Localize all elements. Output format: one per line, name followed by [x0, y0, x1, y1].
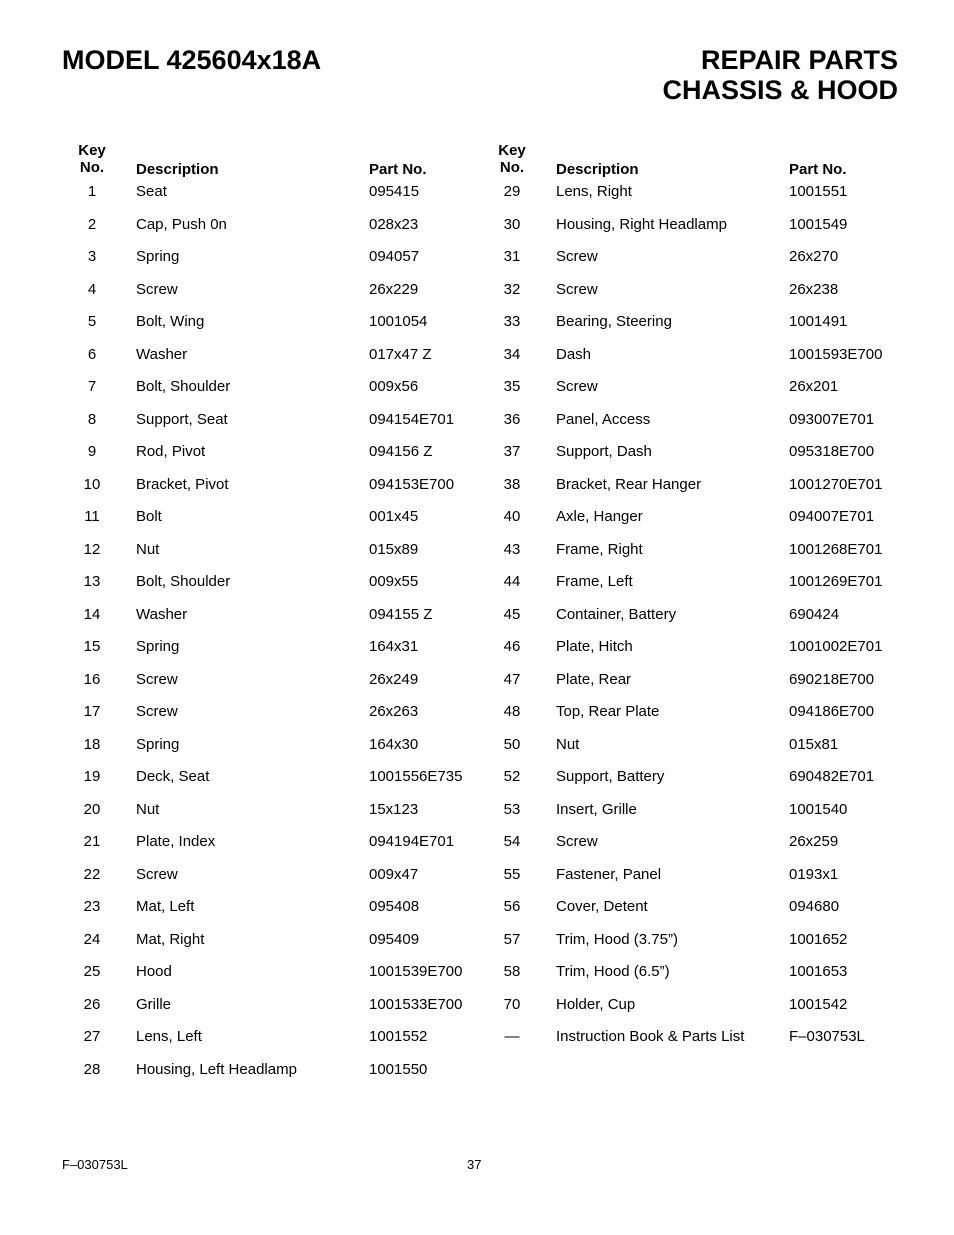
- part-number: 26x201: [789, 378, 839, 395]
- part-row: [482, 800, 902, 820]
- part-row: [482, 215, 902, 235]
- part-description: Rod, Pivot: [136, 443, 206, 460]
- part-description: Housing, Right Headlamp: [556, 216, 727, 233]
- key-no: 16: [83, 671, 101, 688]
- part-number: 009x55: [369, 573, 419, 590]
- part-description: Screw: [556, 248, 598, 265]
- part-description: Cap, Push 0n: [136, 216, 227, 233]
- part-row: [62, 540, 482, 560]
- part-number: 26x249: [369, 671, 419, 688]
- key-no: 7: [87, 378, 97, 395]
- part-number: 095415: [369, 183, 420, 200]
- key-no: 8: [87, 411, 97, 428]
- part-number: 1001549: [789, 216, 848, 233]
- parts-list-right: [482, 142, 902, 1045]
- part-description: Axle, Hanger: [556, 508, 643, 525]
- part-description: Support, Seat: [136, 411, 228, 428]
- key-no: 19: [83, 768, 101, 785]
- key-no: 57: [503, 931, 521, 948]
- part-description: Holder, Cup: [556, 996, 636, 1013]
- description-header: Description: [136, 161, 219, 178]
- key-no: 70: [503, 996, 521, 1013]
- model-title: MODEL 425604x18A: [62, 45, 322, 75]
- part-description: Lens, Right: [556, 183, 632, 200]
- part-description: Nut: [136, 541, 160, 558]
- part-description: Fastener, Panel: [556, 866, 662, 883]
- part-row: [62, 767, 482, 787]
- parts-list-left: [62, 142, 482, 1078]
- key-no: 48: [503, 703, 521, 720]
- part-row: [62, 832, 482, 852]
- part-row: [62, 280, 482, 300]
- part-description: Mat, Right: [136, 931, 205, 948]
- key-no: 36: [503, 411, 521, 428]
- key-no: 53: [503, 801, 521, 818]
- part-description: Deck, Seat: [136, 768, 210, 785]
- part-number: 015x89: [369, 541, 419, 558]
- key-no-header: Key No.: [78, 142, 106, 176]
- part-row: [62, 410, 482, 430]
- part-row: [482, 767, 902, 787]
- part-number: F–030753L: [789, 1028, 865, 1045]
- key-no: 31: [503, 248, 521, 265]
- part-number: 26x229: [369, 281, 419, 298]
- part-row: [482, 377, 902, 397]
- part-number: 009x56: [369, 378, 419, 395]
- part-description: Bearing, Steering: [556, 313, 672, 330]
- key-no: 37: [503, 443, 521, 460]
- key-no: 52: [503, 768, 521, 785]
- part-description: Screw: [136, 703, 178, 720]
- part-number: 1001652: [789, 931, 848, 948]
- part-row: [482, 865, 902, 885]
- part-number: 26x238: [789, 281, 839, 298]
- part-row: [482, 670, 902, 690]
- part-row: [482, 345, 902, 365]
- key-no: 33: [503, 313, 521, 330]
- key-no: 23: [83, 898, 101, 915]
- part-number: 164x31: [369, 638, 419, 655]
- part-description: Washer: [136, 346, 188, 363]
- part-number: 1001491: [789, 313, 848, 330]
- part-row: [62, 995, 482, 1015]
- key-no: 38: [503, 476, 521, 493]
- part-no-header: Part No.: [369, 161, 427, 178]
- key-no: 40: [503, 508, 521, 525]
- part-number: 017x47 Z: [369, 346, 432, 363]
- part-row: [62, 182, 482, 202]
- key-no: 3: [87, 248, 97, 265]
- key-no: 12: [83, 541, 101, 558]
- part-row: [62, 735, 482, 755]
- part-number: 015x81: [789, 736, 839, 753]
- part-number: 028x23: [369, 216, 419, 233]
- part-number: 690218E700: [789, 671, 875, 688]
- part-row: [482, 605, 902, 625]
- part-number: 094155 Z: [369, 606, 433, 623]
- part-number: 094153E700: [369, 476, 455, 493]
- part-description: Trim, Hood (6.5”): [556, 963, 670, 980]
- key-no: 55: [503, 866, 521, 883]
- part-row: [62, 215, 482, 235]
- part-row: [62, 962, 482, 982]
- parts-list-header: [482, 142, 902, 178]
- part-row: [482, 182, 902, 202]
- part-number: 094154E701: [369, 411, 455, 428]
- part-description: Spring: [136, 638, 180, 655]
- part-description: Support, Dash: [556, 443, 652, 460]
- part-description: Plate, Hitch: [556, 638, 633, 655]
- part-description: Screw: [556, 378, 598, 395]
- part-number: 095409: [369, 931, 420, 948]
- part-row: [482, 637, 902, 657]
- part-number: 1001054: [369, 313, 428, 330]
- part-number: 1001593E700: [789, 346, 883, 363]
- key-no: 17: [83, 703, 101, 720]
- part-row: [62, 345, 482, 365]
- part-number: 1001552: [369, 1028, 428, 1045]
- description-header: Description: [556, 161, 639, 178]
- key-no: 29: [503, 183, 521, 200]
- part-description: Screw: [556, 833, 598, 850]
- part-number: 095408: [369, 898, 420, 915]
- part-number: 094156 Z: [369, 443, 433, 460]
- part-number: 001x45: [369, 508, 419, 525]
- part-description: Support, Battery: [556, 768, 665, 785]
- part-description: Bracket, Pivot: [136, 476, 229, 493]
- part-description: Housing, Left Headlamp: [136, 1061, 297, 1078]
- key-no: —: [504, 1028, 520, 1045]
- parts-list-header: [62, 142, 482, 178]
- part-row: [482, 702, 902, 722]
- part-row: [482, 832, 902, 852]
- part-row: [62, 507, 482, 527]
- part-row: [482, 735, 902, 755]
- part-description: Top, Rear Plate: [556, 703, 660, 720]
- part-description: Instruction Book & Parts List: [556, 1028, 745, 1045]
- key-no: 30: [503, 216, 521, 233]
- part-description: Frame, Left: [556, 573, 633, 590]
- part-description: Trim, Hood (3.75”): [556, 931, 678, 948]
- part-description: Nut: [556, 736, 580, 753]
- part-row: [62, 702, 482, 722]
- part-row: [482, 507, 902, 527]
- part-row: [62, 930, 482, 950]
- key-no: 34: [503, 346, 521, 363]
- part-number: 094057: [369, 248, 420, 265]
- key-no: 14: [83, 606, 101, 623]
- key-no: 22: [83, 866, 101, 883]
- part-description: Screw: [136, 866, 178, 883]
- part-description: Insert, Grille: [556, 801, 637, 818]
- key-no: 25: [83, 963, 101, 980]
- key-no: 13: [83, 573, 101, 590]
- part-row: [482, 1027, 902, 1047]
- key-no: 28: [83, 1061, 101, 1078]
- part-number: 1001269E701: [789, 573, 883, 590]
- part-number: 1001556E735: [369, 768, 463, 785]
- part-row: [62, 442, 482, 462]
- part-number: 009x47: [369, 866, 419, 883]
- part-description: Bracket, Rear Hanger: [556, 476, 702, 493]
- key-no: 26: [83, 996, 101, 1013]
- key-no: 27: [83, 1028, 101, 1045]
- key-no-header: Key No.: [498, 142, 526, 176]
- key-no: 15: [83, 638, 101, 655]
- key-no: 47: [503, 671, 521, 688]
- part-row: [62, 1027, 482, 1047]
- part-number: 1001550: [369, 1061, 428, 1078]
- part-row: [62, 605, 482, 625]
- section-title: [662, 45, 898, 105]
- part-description: Panel, Access: [556, 411, 651, 428]
- part-row: [482, 475, 902, 495]
- part-number: 1001270E701: [789, 476, 883, 493]
- part-row: [482, 410, 902, 430]
- key-no: 44: [503, 573, 521, 590]
- part-description: Grille: [136, 996, 172, 1013]
- key-no: 35: [503, 378, 521, 395]
- part-row: [62, 1060, 482, 1080]
- part-description: Spring: [136, 248, 180, 265]
- part-description: Plate, Rear: [556, 671, 632, 688]
- part-description: Plate, Index: [136, 833, 216, 850]
- key-no: 32: [503, 281, 521, 298]
- key-no: 56: [503, 898, 521, 915]
- part-number: 690482E701: [789, 768, 875, 785]
- part-row: [62, 377, 482, 397]
- part-row: [482, 540, 902, 560]
- key-no: 54: [503, 833, 521, 850]
- part-description: Screw: [556, 281, 598, 298]
- part-row: [62, 800, 482, 820]
- key-no: 50: [503, 736, 521, 753]
- part-row: [482, 962, 902, 982]
- part-number: 094186E700: [789, 703, 875, 720]
- part-number: 690424: [789, 606, 840, 623]
- section-title-line-2: CHASSIS & HOOD: [662, 75, 898, 105]
- part-description: Spring: [136, 736, 180, 753]
- key-no: 2: [87, 216, 97, 233]
- part-row: [482, 995, 902, 1015]
- part-number: 1001540: [789, 801, 848, 818]
- part-row: [62, 670, 482, 690]
- part-row: [62, 865, 482, 885]
- key-no: 4: [87, 281, 97, 298]
- part-row: [482, 312, 902, 332]
- key-no: 11: [84, 508, 100, 525]
- part-row: [62, 312, 482, 332]
- part-row: [482, 930, 902, 950]
- part-number: 1001551: [789, 183, 848, 200]
- part-row: [62, 637, 482, 657]
- part-number: 0193x1: [789, 866, 839, 883]
- part-number: 1001002E701: [789, 638, 883, 655]
- part-description: Bolt: [136, 508, 162, 525]
- key-no: 45: [503, 606, 521, 623]
- part-description: Screw: [136, 671, 178, 688]
- part-description: Lens, Left: [136, 1028, 202, 1045]
- key-no: 20: [83, 801, 101, 818]
- part-description: Bolt, Wing: [136, 313, 205, 330]
- document-number: F–030753L: [62, 1157, 128, 1172]
- key-no: 18: [83, 736, 101, 753]
- key-no: 6: [87, 346, 97, 363]
- part-number: 1001542: [789, 996, 848, 1013]
- page-number: 37: [467, 1157, 482, 1172]
- part-row: [482, 280, 902, 300]
- part-number: 1001539E700: [369, 963, 463, 980]
- part-description: Cover, Detent: [556, 898, 648, 915]
- part-description: Frame, Right: [556, 541, 643, 558]
- part-number: 26x259: [789, 833, 839, 850]
- part-row: [62, 475, 482, 495]
- part-description: Container, Battery: [556, 606, 677, 623]
- part-row: [62, 247, 482, 267]
- key-no: 46: [503, 638, 521, 655]
- part-description: Washer: [136, 606, 188, 623]
- part-row: [482, 442, 902, 462]
- part-description: Bolt, Shoulder: [136, 573, 231, 590]
- key-no: 21: [83, 833, 101, 850]
- key-no: 1: [87, 183, 97, 200]
- part-row: [482, 247, 902, 267]
- part-row: [482, 897, 902, 917]
- part-row: [62, 897, 482, 917]
- part-number: 164x30: [369, 736, 419, 753]
- key-no: 5: [87, 313, 97, 330]
- part-description: Mat, Left: [136, 898, 195, 915]
- part-number: 094007E701: [789, 508, 875, 525]
- part-description: Screw: [136, 281, 178, 298]
- key-no: 58: [503, 963, 521, 980]
- key-no: 9: [87, 443, 97, 460]
- part-number: 1001268E701: [789, 541, 883, 558]
- part-description: Bolt, Shoulder: [136, 378, 231, 395]
- part-row: [62, 572, 482, 592]
- section-title-line-1: REPAIR PARTS: [700, 45, 898, 75]
- part-description: Nut: [136, 801, 160, 818]
- part-number: 26x270: [789, 248, 839, 265]
- part-number: 1001653: [789, 963, 848, 980]
- part-number: 15x123: [369, 801, 419, 818]
- part-number: 094680: [789, 898, 840, 915]
- part-description: Seat: [136, 183, 167, 200]
- part-no-header: Part No.: [789, 161, 847, 178]
- part-number: 093007E701: [789, 411, 875, 428]
- part-number: 26x263: [369, 703, 419, 720]
- part-description: Hood: [136, 963, 172, 980]
- part-description: Dash: [556, 346, 592, 363]
- part-number: 1001533E700: [369, 996, 463, 1013]
- part-row: [482, 572, 902, 592]
- key-no: 43: [503, 541, 521, 558]
- part-number: 094194E701: [369, 833, 455, 850]
- key-no: 10: [83, 476, 101, 493]
- key-no: 24: [83, 931, 101, 948]
- part-number: 095318E700: [789, 443, 875, 460]
